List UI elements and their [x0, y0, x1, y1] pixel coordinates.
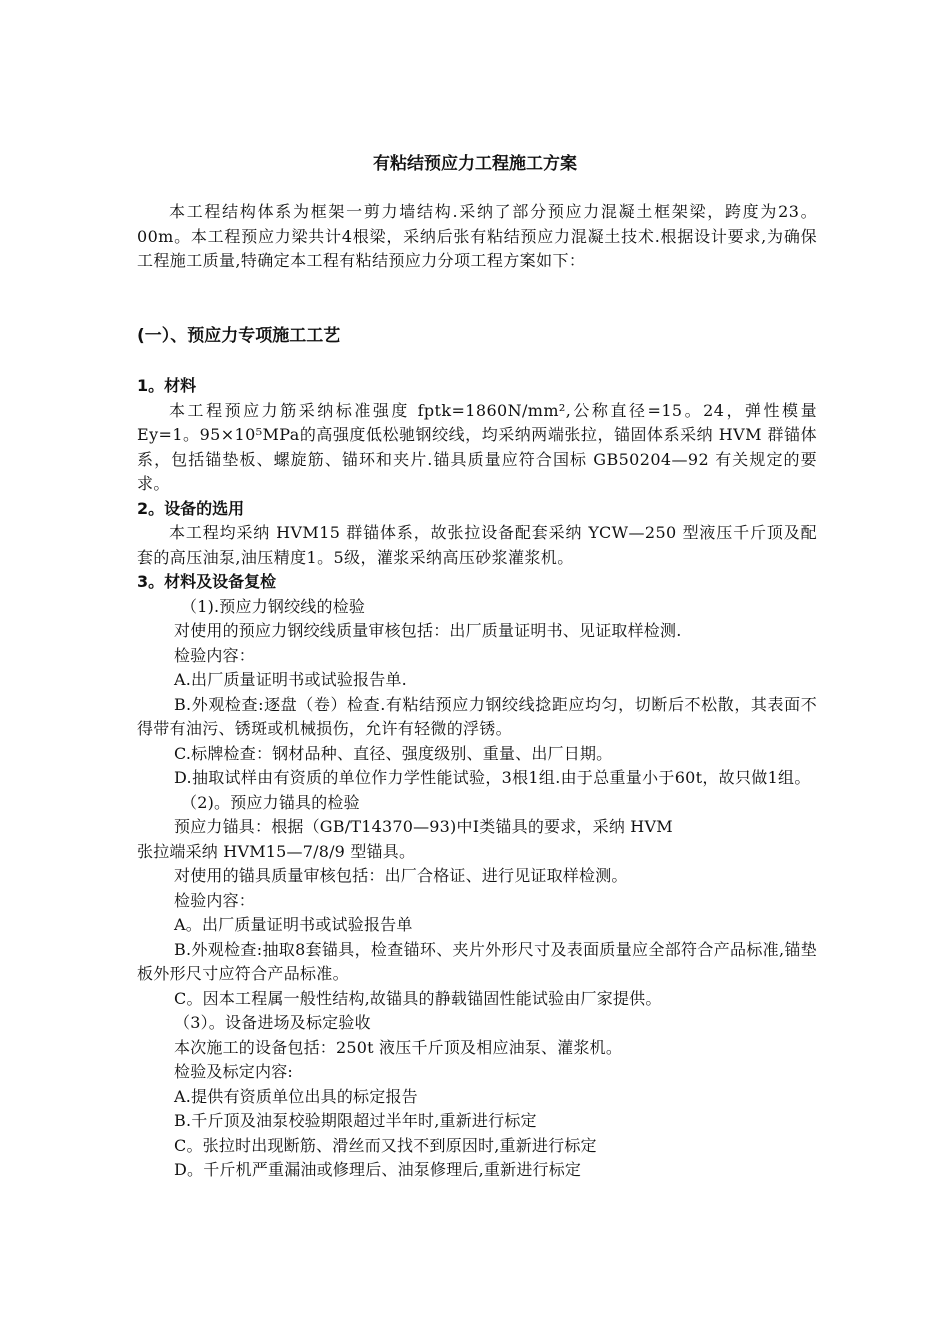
anchor-content-label: 检验内容：: [174, 890, 256, 910]
strand-item-b: B.外观检查:逐盘（卷）检查.有粘结预应力钢绞线捻距应均匀，切断后不松散，其表面不得带有油污、锈斑或机械损伤，允许有轻微的浮锈。: [137, 694, 817, 738]
heading-material-equipment-recheck: 3。材料及设备复检: [137, 572, 277, 591]
anchor-item-a: A。出厂质量证明书或试验报告单: [174, 915, 413, 934]
equipment-paragraph: 本工程均采纳 HVM15 群锚体系，故张拉设备配套采纳 YCW—250 型液压千斤顶及配套的高压油泵,油压精度1。5级，灌浆采纳高压砂浆灌浆机。: [137, 523, 817, 567]
section-body: [137, 374, 817, 1183]
intro-block: [137, 200, 817, 274]
equipment-content-label: 检验及标定内容:: [174, 1062, 293, 1081]
equipment-item-b: B.千斤顶及油泵校验期限超过半年时,重新进行标定: [174, 1111, 537, 1130]
equipment-item-d: D。千斤机严重漏油或修理后、油泵修理后,重新进行标定: [174, 1160, 582, 1179]
strand-review-line: 对使用的预应力钢绞线质量审核包括：出厂质量证明书、见证取样检测.: [174, 621, 682, 640]
anchor-item-c: C。因本工程属一般性结构,故锚具的静载锚固性能试验由厂家提供。: [174, 988, 662, 1008]
equipment-item-a: A.提供有资质单位出具的标定报告: [174, 1086, 418, 1106]
section-heading-construction-process: (一）、预应力专项施工工艺: [137, 326, 341, 346]
strand-item-c: C.标牌检查：钢材品种、直径、强度级别、重量、出厂日期。: [174, 743, 613, 763]
anchor-item-b: B.外观检查:抽取8套锚具，检查锚环、夹片外形尺寸及表面质量应全部符合产品标准,锚垫板外形尺寸应符合产品标准。: [137, 939, 817, 983]
strand-item-d: D.抽取试样由有资质的单位作力学性能试验，3根1组.由于总重量小于60t，故只做1组。: [174, 768, 811, 787]
strand-content-label: 检验内容：: [174, 645, 256, 665]
materials-paragraph: 本工程预应力筋采纳标准强度 fptk=1860N/mm²,公称直径=15。24，弹性模量Ey=1。95×10⁵MPa的高强度低松驰钢绞线，均采纳两端张拉，锚固体系采纳 HVM 群锚体系，包括锚垫板、螺旋筋、锚环和夹片.锚具质量应符合国标 GB50204—92 有关规定的要求。: [137, 400, 817, 493]
document-title: 有粘结预应力工程施工方案: [373, 154, 577, 174]
equipment-acceptance-title: （3）。设备进场及标定验收: [174, 1013, 371, 1032]
strand-inspection-title: （1).预应力钢绞线的检验: [181, 596, 366, 616]
strand-item-a: A.出厂质量证明书或试验报告单.: [174, 670, 407, 689]
heading-equipment-selection: 2。设备的选用: [137, 498, 245, 518]
equipment-item-c: C。张拉时出现断筋、滑丝而又找不到原因时,重新进行标定: [174, 1135, 597, 1155]
heading-materials: 1。材料: [137, 376, 197, 395]
anchor-line-1: 预应力锚具：根据（GB/T14370—93)中Ⅰ类锚具的要求，采纳 HVM: [174, 817, 673, 836]
anchor-inspection-title: （2)。预应力锚具的检验: [181, 792, 360, 812]
anchor-review-line: 对使用的锚具质量审核包括：出厂合格证、进行见证取样检测。: [174, 866, 628, 885]
intro-paragraph: 本工程结构体系为框架一剪力墙结构.采纳了部分预应力混凝土框架梁，跨度为23。00m。本工程预应力梁共计4根梁，采纳后张有粘结预应力混凝土技术.根据设计要求,为确保工程施工质量,特确定本工程有粘结预应力分项工程方案如下：: [137, 202, 817, 270]
anchor-line-2: 张拉端采纳 HVM15—7/8/9 型锚具。: [137, 841, 416, 861]
equipment-include-line: 本次施工的设备包括：250t 液压千斤顶及相应油泵、灌浆机。: [174, 1037, 623, 1057]
